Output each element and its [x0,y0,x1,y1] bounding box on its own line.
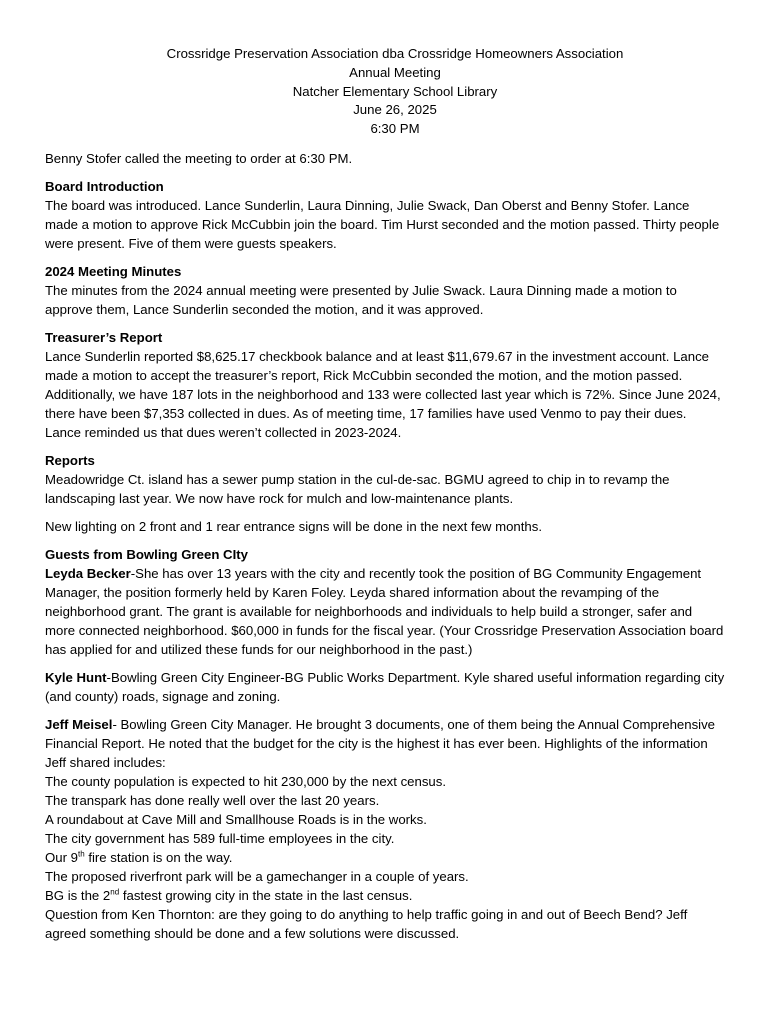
document-header [65,45,725,139]
question-line: Question from Ken Thornton: are they going to do anything to help traffic going in and out of Beech Bend? Jeff agreed something should be done and a few solutions were discussed. [45,906,688,941]
highlight-line: The county population is expected to hit 230,000 by the next census. [45,773,447,789]
highlight-line [45,848,725,867]
minutes-2024-text: The minutes from the 2024 annual meeting were presented by Julie Swack. Laura Dinning made a motion to approve them, Lance Sunderlin seconded the motion, and it was approved. [45,282,677,317]
board-introduction-heading: Board Introduction [45,178,164,194]
treasurer-text: Lance Sunderlin reported $8,625.17 checkbook balance and at least $11,679.67 in the investment account. Lance made a motion to accept the treasurer’s report, Rick McCubbin seconded the motion, and the motion passed. Additionally, we have 187 lots in the neighborhood and 133 were collected last year which is 72%. Since June 2024, there have been $7,353 collected in dues. As of meeting time, 17 families have used Venmo to pay their dues. Lance reminded us that dues weren’t collected in 2023-2024. [45,348,721,440]
guest-leyda-paragraph [45,564,725,659]
treasurer-heading: Treasurer’s Report [45,329,163,345]
guests-heading: Guests from Bowling Green CIty [45,546,248,562]
highlight-line: A roundabout at Cave Mill and Smallhouse Roads is in the works. [45,811,427,827]
guests-section [45,545,725,659]
guest-leyda-text: -She has over 13 years with the city and recently took the position of BG Community Engagement Manager, the position formerly held by Karen Foley. Leyda shared information about the revamping of the neighborhood grant. The grant is available for neighborhoods and individuals to help build a stronger, safer and more connected neighborhood. $60,000 in funds for the fiscal year. (Your Crossridge Preservation Association board has applied for and utilized these funds for our neighborhood in the past.) [45,565,724,657]
minutes-2024-section [45,262,725,319]
guest-kyle-paragraph [45,668,725,706]
reports-heading: Reports [45,452,95,468]
guest-jeff-paragraph [45,715,725,943]
guest-jeff-name: Jeff Meisel [45,716,113,732]
org-name: Crossridge Preservation Association dba Crossridge Homeowners Association [166,46,624,61]
reports-section [45,451,725,508]
meeting-title: Annual Meeting [349,64,441,80]
treasurer-section [45,328,725,442]
highlight-text: fastest growing city in the state in the last census. [119,887,413,903]
highlight-line: The proposed riverfront park will be a gamechanger in a couple of years. [45,868,469,884]
board-introduction-text: The board was introduced. Lance Sunderlin, Laura Dinning, Julie Swack, Dan Oberst and Benny Stofer. Lance made a motion to approve Rick McCubbin join the board. Tim Hurst seconded and the motion passed. Thirty people were present. Five of them were guests speakers. [45,197,720,251]
guest-kyle-text: -Bowling Green City Engineer-BG Public Works Department. Kyle shared useful information regarding city (and county) roads, signage and zoning. [45,669,725,704]
guest-leyda-name: Leyda Becker [45,565,131,581]
highlight-line [45,886,725,905]
call-to-order: Benny Stofer called the meeting to order at 6:30 PM. [45,150,353,166]
highlight-text: BG is the 2 [45,887,111,903]
meeting-time: 6:30 PM [370,121,420,137]
reports-paragraph-1: Meadowridge Ct. island has a sewer pump station in the cul-de-sac. BGMU agreed to chip in to revamp the landscaping last year. We now have rock for mulch and low-maintenance plants. [45,471,670,506]
highlight-line: The transpark has done really well over the last 20 years. [45,792,380,808]
meeting-date: June 26, 2025 [353,102,437,118]
guest-kyle-name: Kyle Hunt [45,669,107,685]
minutes-2024-heading: 2024 Meeting Minutes [45,263,182,279]
board-introduction-section [45,177,725,253]
reports-paragraph-2: New lighting on 2 front and 1 rear entrance signs will be done in the next few months. [45,518,543,534]
ordinal-suffix: th [77,849,85,859]
highlight-text: Our 9 [45,849,78,865]
document-page [45,45,725,943]
guest-jeff-text: - Bowling Green City Manager. He brought 3 documents, one of them being the Annual Comprehensive Financial Report. He noted that the budget for the city is the highest it has ever been. Highlights of the information Jeff shared includes: [45,716,716,770]
ordinal-suffix: nd [110,887,120,897]
highlight-text: fire station is on the way. [84,849,233,865]
meeting-location: Natcher Elementary School Library [292,83,498,99]
highlight-line: The city government has 589 full-time employees in the city. [45,830,395,846]
